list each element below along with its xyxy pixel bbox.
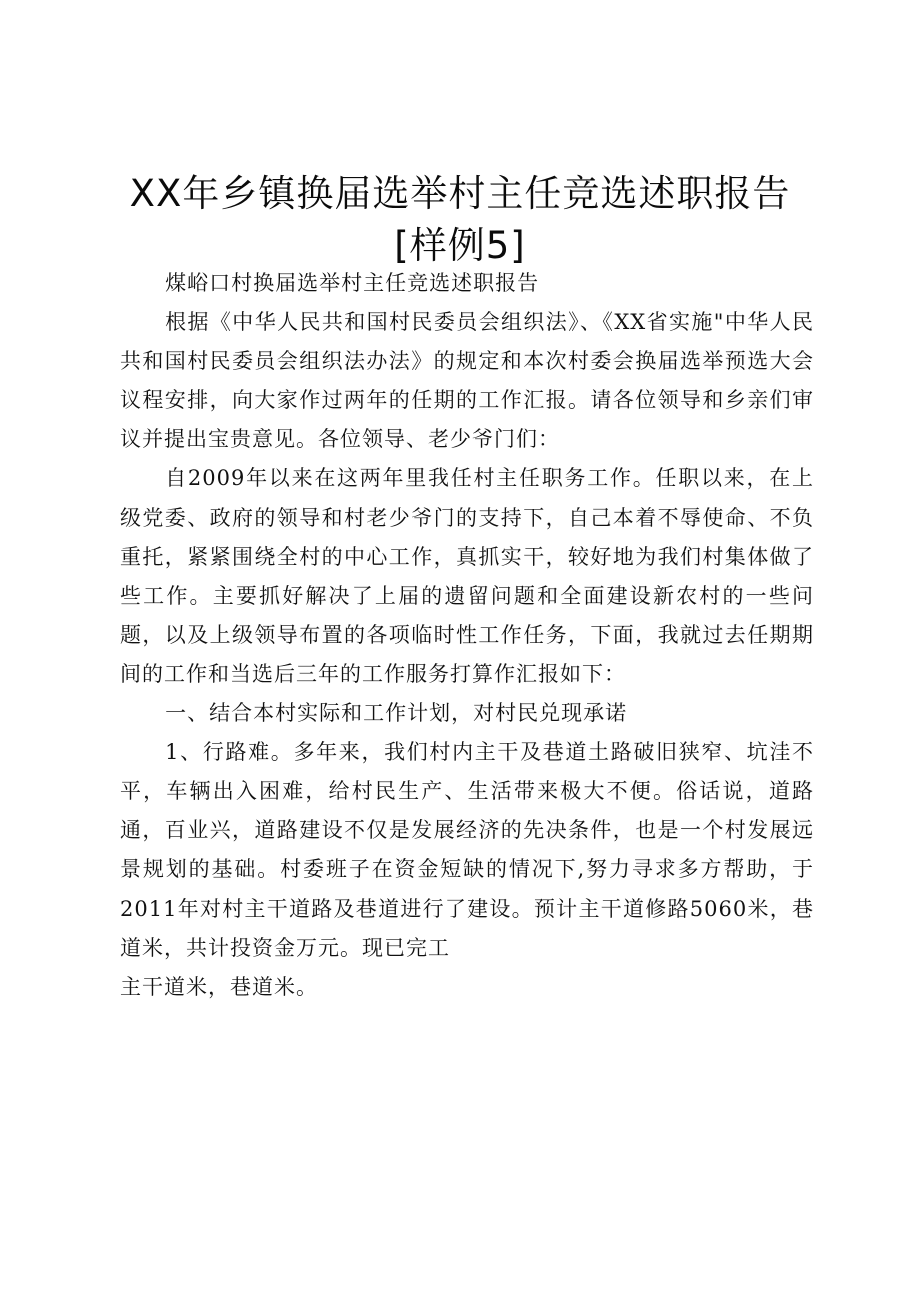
document-title: XX年乡镇换届选举村主任竞选述职报告[样例5] <box>129 172 791 267</box>
subtitle-paragraph: 煤峪口村换届选举村主任竞选述职报告 <box>165 271 540 295</box>
paragraph-completed-roads: 主干道米，巷道米。 <box>120 974 318 999</box>
paragraph-road-difficulty: 1、行路难。多年来，我们村内主干及巷道土路破旧狭窄、坑洼不平，车辆出入困难，给村民生产、生活带来极大不便。俗话说，道路通，百业兴，道路建设不仅是发展经济的先决条件，也是一个村发展远景规划的基础。村委班子在资金短缺的情况下,努力寻求多方帮助，于2011年对村主干道路及巷道进行了建设。预计主干道修路5060米，巷道米，共计投资金万元。现已完工 <box>120 740 814 960</box>
paragraph-work-summary: 自2009年以来在这两年里我任村主任职务工作。任职以来，在上级党委、政府的领导和村老少爷门的支持下，自己本着不辱使命、不负重托，紧紧围绕全村的中心工作，真抓实干，较好地为我们村集体做了些工作。主要抓好解决了上届的遗留问题和全面建设新农村的一些问题，以及上级领导布置的各项临时性工作任务，下面，我就过去任期期间的工作和当选后三年的工作服务打算作汇报如下： <box>120 466 814 686</box>
document-body <box>120 264 814 1007</box>
paragraph-basis: 根据《中华人民共和国村民委员会组织法》、《XX省实施"中华人民共和国村民委员会组织法办法》的规定和本次村委会换届选举预选大会议程安排，向大家作过两年的任期的工作汇报。请各位领导和乡亲们审议并提出宝贵意见。各位领导、老少爷门们： <box>120 310 814 452</box>
section-heading-one: 一、结合本村实际和工作计划，对村民兑现承诺 <box>165 701 628 726</box>
